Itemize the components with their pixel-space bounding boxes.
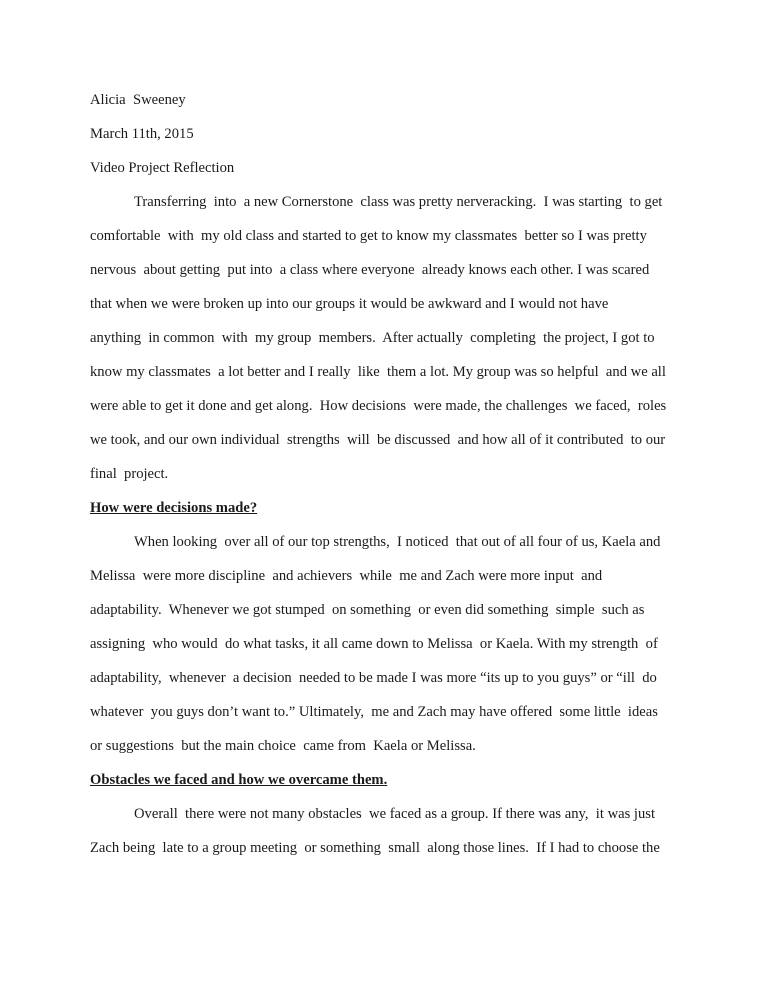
paragraph-line: final project. [90, 466, 169, 482]
paragraph-line: know my classmates a lot better and I really like them a lot. My group was so helpful and we all [90, 364, 666, 380]
paragraph-line: were able to get it done and get along. How decisions were made, the challenges we faced, roles [90, 398, 667, 414]
section-heading-decisions: How were decisions made? [90, 500, 258, 516]
paragraph-line: adaptability. Whenever we got stumped on something or even did something simple such as [90, 602, 645, 618]
paragraph-line: Overall there were not many obstacles we faced as a group. If there was any, it was just [134, 806, 655, 822]
author-name: Alicia Sweeney [90, 92, 186, 108]
document-body [90, 86, 676, 868]
section-heading-obstacles: Obstacles we faced and how we overcame them. [90, 772, 388, 788]
paragraph-line: we took, and our own individual strengths will be discussed and how all of it contributed to our [90, 432, 666, 448]
paragraph-line: nervous about getting put into a class where everyone already knows each other. I was scared [90, 262, 650, 278]
paragraph-line: Transferring into a new Cornerstone class was pretty nerveracking. I was starting to get [134, 194, 663, 210]
paragraph-line: adaptability, whenever a decision needed to be made I was more “its up to you guys” or “ill do [90, 670, 657, 686]
paragraph-line: comfortable with my old class and started to get to know my classmates better so I was pretty [90, 228, 647, 244]
obstacles-paragraph [90, 800, 676, 868]
document-date: March 11th, 2015 [90, 126, 194, 142]
paragraph-line: When looking over all of our top strengths, I noticed that out of all four of us, Kaela and [134, 534, 661, 550]
paragraph-line: or suggestions but the main choice came from Kaela or Melissa. [90, 738, 476, 754]
paragraph-line: Melissa were more discipline and achievers while me and Zach were more input and [90, 568, 603, 584]
paragraph-line: Zach being late to a group meeting or something small along those lines. If I had to choose the [90, 840, 660, 856]
paragraph-line: assigning who would do what tasks, it all came down to Melissa or Kaela. With my strength of [90, 636, 658, 652]
document-title: Video Project Reflection [90, 160, 235, 176]
decisions-paragraph [90, 528, 676, 766]
paragraph-line: whatever you guys don’t want to.” Ultimately, me and Zach may have offered some little ideas [90, 704, 658, 720]
paragraph-line: anything in common with my group members. After actually completing the project, I got to [90, 330, 655, 346]
intro-paragraph [90, 188, 676, 494]
paragraph-line: that when we were broken up into our groups it would be awkward and I would not have [90, 296, 609, 312]
